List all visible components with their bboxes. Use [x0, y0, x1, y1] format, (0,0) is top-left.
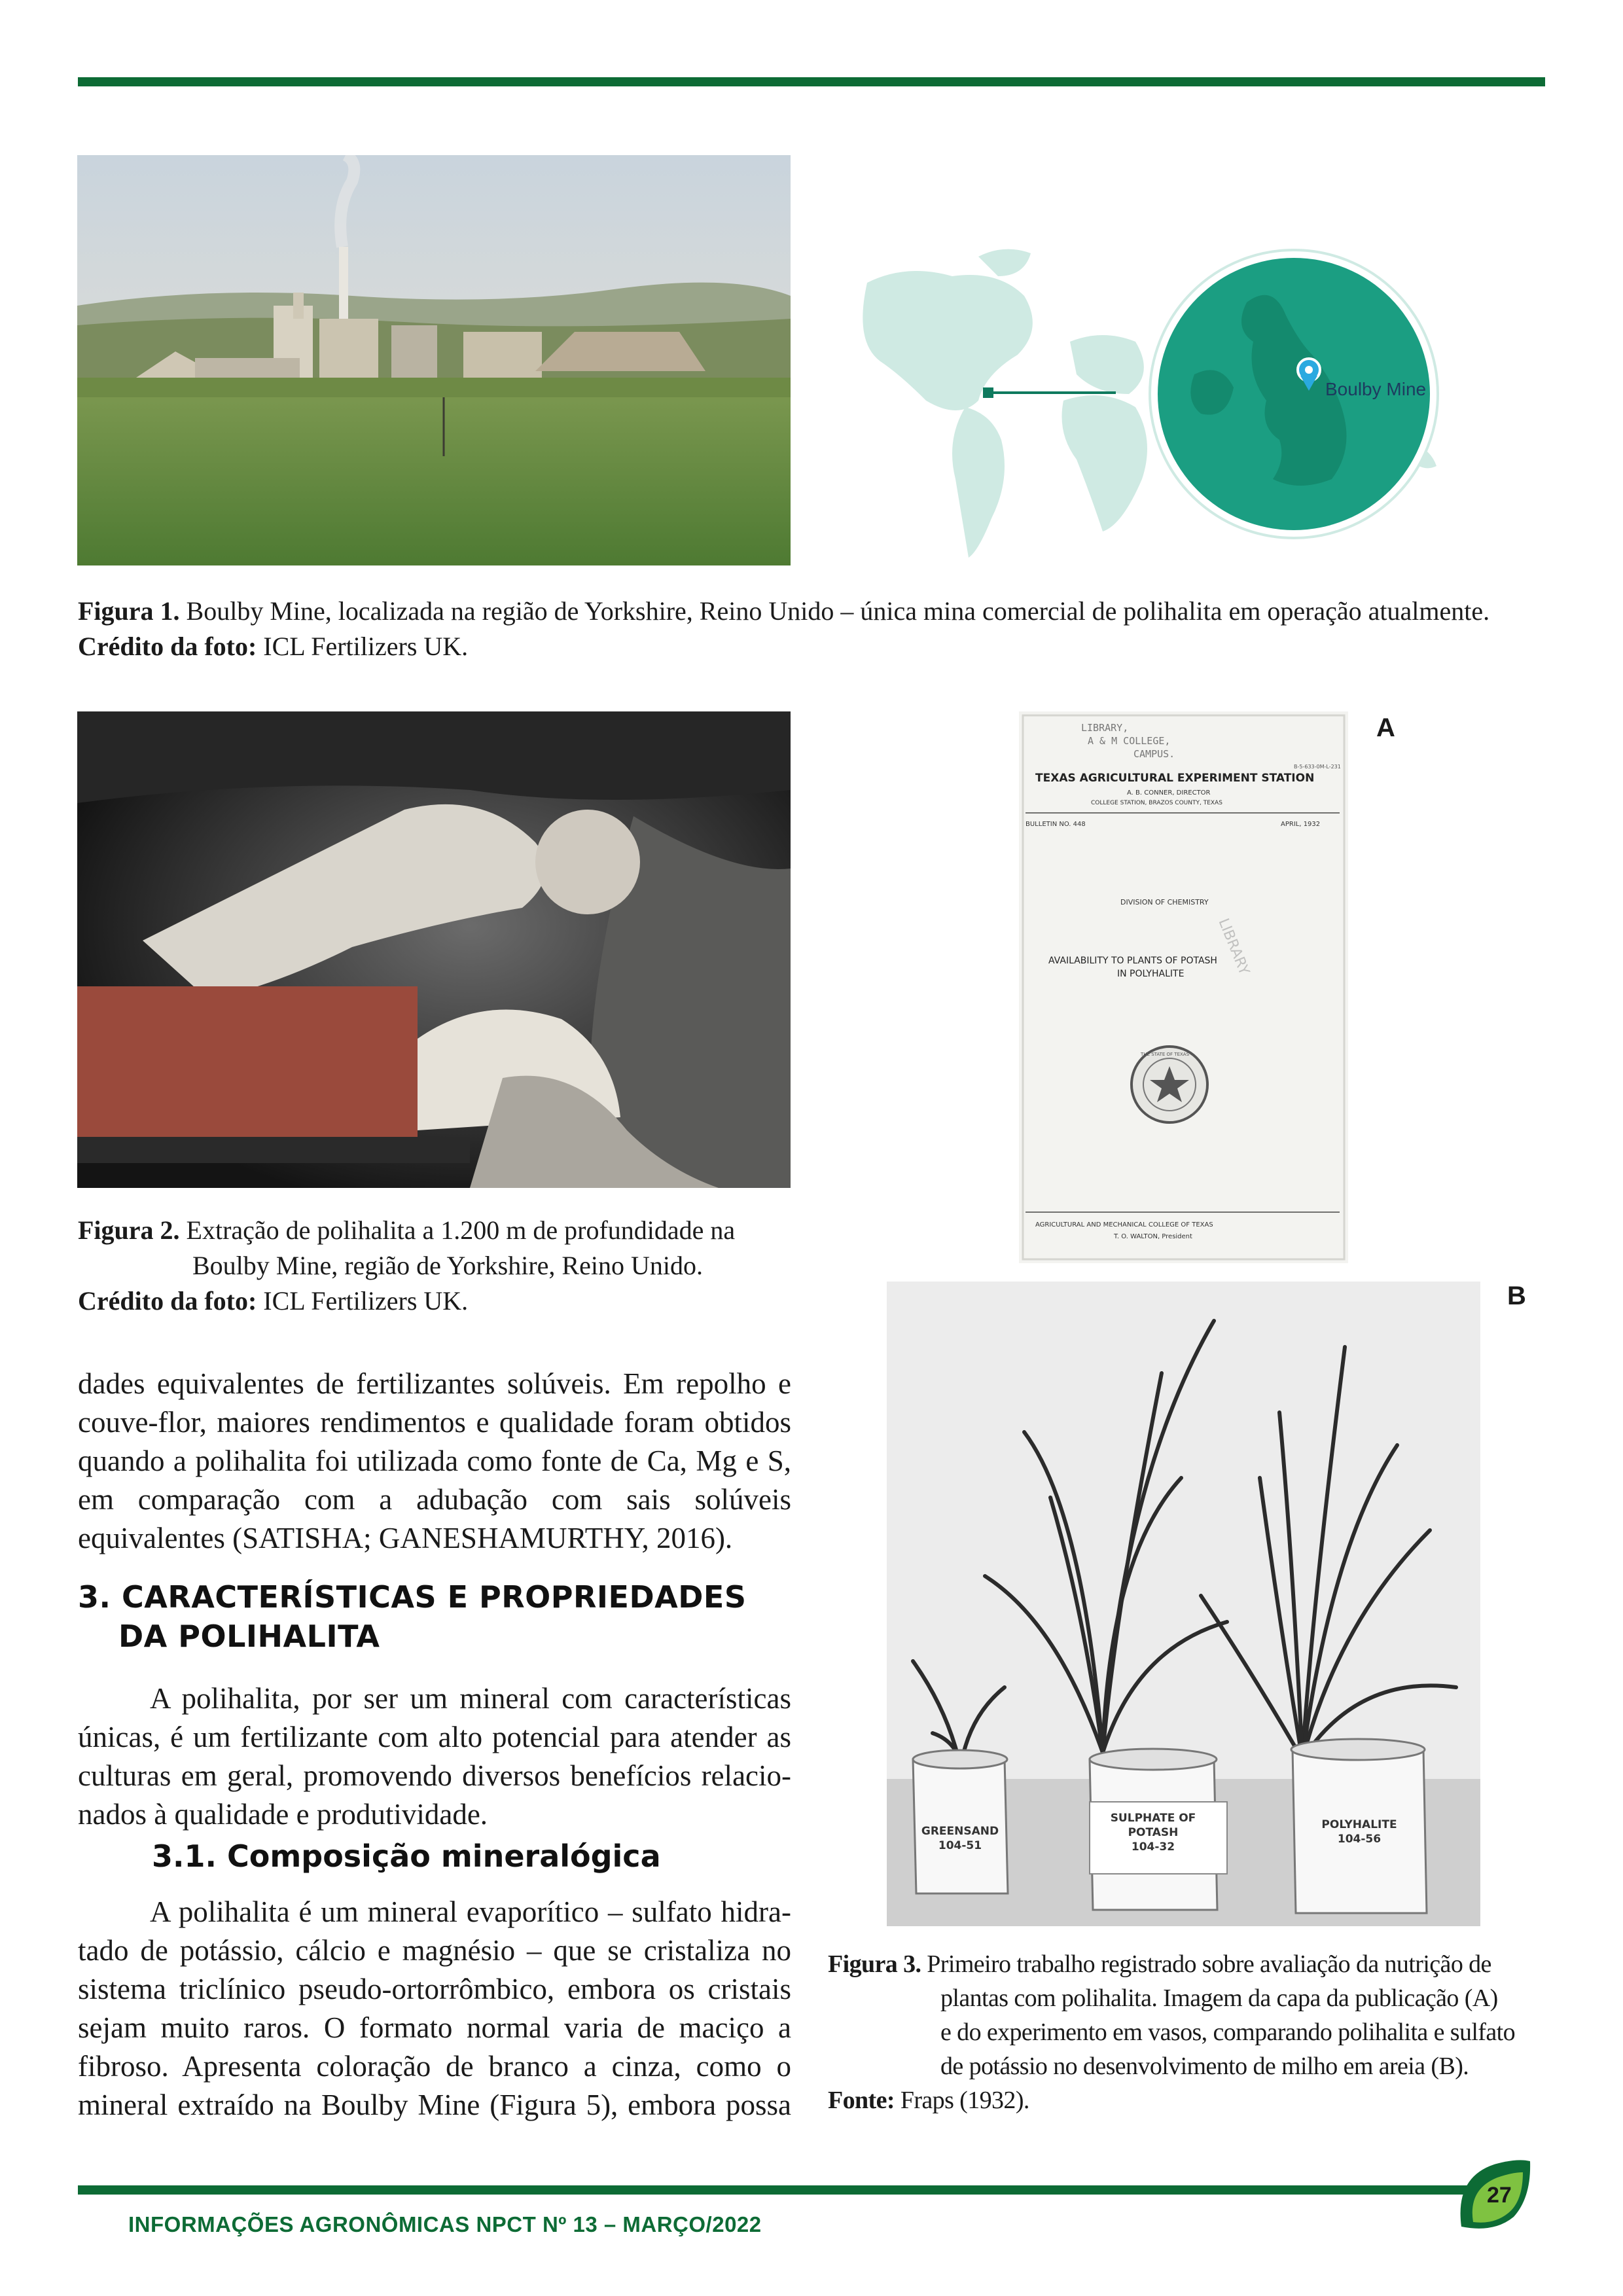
svg-text:104-56: 104-56 — [1337, 1833, 1382, 1846]
svg-text:IN POLYHALITE: IN POLYHALITE — [1117, 969, 1185, 979]
svg-text:POTASH: POTASH — [1128, 1826, 1179, 1839]
svg-text:COLLEGE STATION, BRAZOS COUNTY: COLLEGE STATION, BRAZOS COUNTY, TEXAS — [1091, 800, 1222, 806]
pot-label-greensand: GREENSAND — [921, 1825, 999, 1838]
pot-label-sulphate: SULPHATE OF — [1110, 1812, 1196, 1825]
corn-pot-experiment-photo — [887, 1282, 1480, 1926]
figure-3-panel-a-label: A — [1376, 713, 1395, 742]
footer-rule — [78, 2185, 1484, 2195]
svg-text:LIBRARY,: LIBRARY, — [1081, 722, 1129, 734]
subsection-3-1-heading: 3.1. Composição mineralógica — [152, 1839, 661, 1874]
figure-3-caption: Figura 3. Primeiro trabalho registrado sobre avaliação da nutrição de plantas com polihalita. Imagem da capa da publicação (A) e do experimento em vasos, comparando polihalita e sulfato de potássio no desenvolvimento de milho em areia (B). Fonte: Fraps (1932). — [828, 1950, 1515, 2114]
article-paragraph-2: A polihalita, por ser um mineral com características únicas, é um fertilizante com alto potencial para atender as culturas em geral, promovendo diversos benefícios relacio-nados à qualidade e produtividade. — [78, 1682, 791, 1831]
svg-text:AVAILABILITY TO PLANTS OF POTA: AVAILABILITY TO PLANTS OF POTASH — [1048, 956, 1217, 966]
svg-text:CAMPUS.: CAMPUS. — [1133, 748, 1175, 760]
svg-text:THE STATE OF TEXAS: THE STATE OF TEXAS — [1141, 1052, 1190, 1057]
article-paragraph-1: dades equivalentes de fertilizantes solúveis. Em repolho e couve-flor, maiores rendimentos e qualidade foram obtidos quando a polihalita foi utilizada como fonte de Ca, Mg e S, em comparação com a adubação com sais solúveis equivalentes (SATISHA; GANESHAMURTHY, 2016). — [78, 1367, 791, 1554]
figure-1-caption: Figura 1. Boulby Mine, localizada na região de Yorkshire, Reino Unido – única mina comercial de polihalita em operação atualmente. Crédito da foto: ICL Fertilizers UK. — [78, 596, 1490, 661]
svg-text:B-5-633-0M-L-231: B-5-633-0M-L-231 — [1294, 764, 1341, 770]
svg-text:LIBRARY: LIBRARY — [1215, 916, 1253, 978]
svg-text:A. B. CONNER, DIRECTOR: A. B. CONNER, DIRECTOR — [1127, 789, 1211, 797]
svg-text:A & M COLLEGE,: A & M COLLEGE, — [1088, 735, 1171, 747]
bulletin-cover-image — [1019, 711, 1348, 1263]
svg-text:AGRICULTURAL AND MECHANICAL CO: AGRICULTURAL AND MECHANICAL COLLEGE OF TEXAS — [1035, 1221, 1213, 1229]
figure-3-panel-b-label: B — [1507, 1282, 1526, 1310]
svg-text:BULLETIN NO. 448: BULLETIN NO. 448 — [1026, 821, 1086, 828]
svg-text:TEXAS AGRICULTURAL EXPERIMENT: TEXAS AGRICULTURAL EXPERIMENT STATION — [1035, 772, 1315, 785]
page-number: 27 — [1487, 2183, 1512, 2208]
article-paragraph-3: A polihalita é um mineral evaporítico – sulfato hidra-tado de potássio, cálcio e magnésio – que se cristaliza no sistema triclínico pseudo-ortorrômbico, embora os cristais sejam muito raros. O formato normal varia de maciço a fibroso. Apresenta coloração de branco a cinza, como o mineral extraído na Boulby Mine (Figura 5), embora possa — [78, 1895, 791, 2121]
svg-text:104-32: 104-32 — [1131, 1840, 1175, 1854]
svg-text:APRIL, 1932: APRIL, 1932 — [1281, 821, 1321, 828]
boulby-mine-photo — [77, 155, 791, 565]
mining-machine-photo — [77, 711, 791, 1188]
header-rule — [78, 77, 1545, 86]
section-3-heading: 3. CARACTERÍSTICAS E PROPRIEDADES DA POLIHALITA — [78, 1579, 747, 1654]
svg-text:104-51: 104-51 — [938, 1839, 982, 1852]
journal-footer: INFORMAÇÕES AGRONÔMICAS NPCT Nº 13 – MARÇO/2022 — [128, 2212, 762, 2236]
svg-text:T. O. WALTON, President: T. O. WALTON, President — [1114, 1233, 1192, 1240]
pot-label-polyhalite: POLYHALITE — [1321, 1818, 1397, 1831]
figure-2-caption: Figura 2. Extração de polihalita a 1.200 m de profundidade na Boulby Mine, região de Yorkshire, Reino Unido. Crédito da foto: ICL Fertilizers UK. — [78, 1215, 736, 1316]
world-map-illustration — [828, 243, 1443, 571]
svg-text:DIVISION OF CHEMISTRY: DIVISION OF CHEMISTRY — [1120, 898, 1209, 906]
map-label-boulby-mine: Boulby Mine — [1325, 379, 1427, 399]
